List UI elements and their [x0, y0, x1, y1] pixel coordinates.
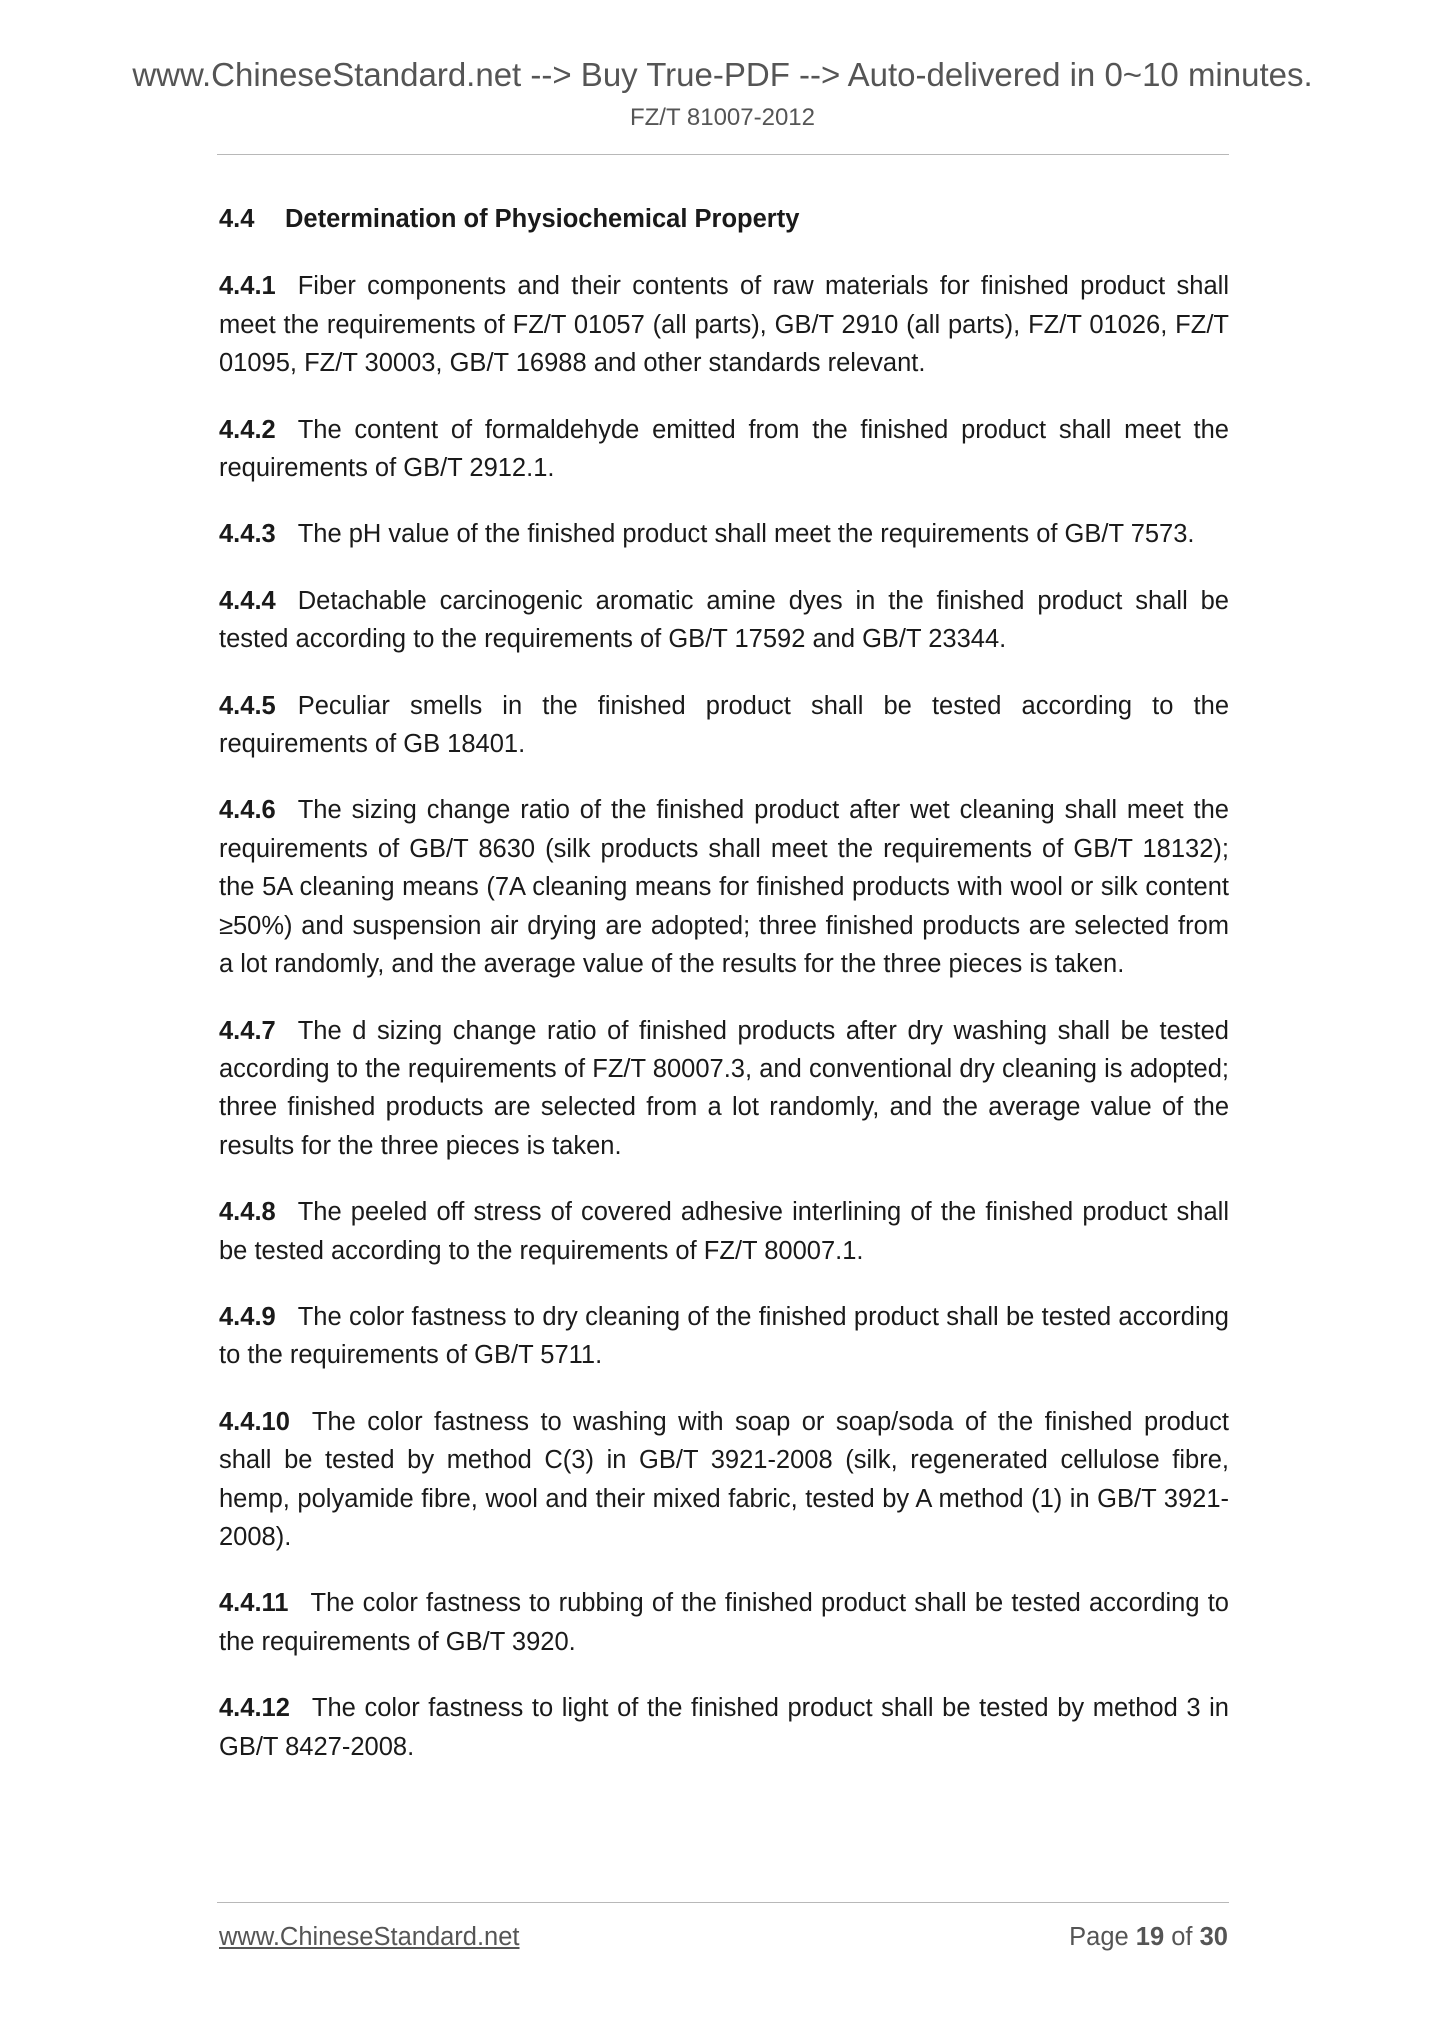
clause-4-4-2 — [219, 411, 1229, 488]
clause-number: 4.4.4 — [219, 586, 276, 615]
clause-4-4-12 — [219, 1689, 1229, 1766]
header-divider — [217, 154, 1229, 155]
clause-number: 4.4.2 — [219, 415, 276, 444]
clause-4-4-9 — [219, 1298, 1229, 1375]
page-of: of — [1171, 1923, 1193, 1951]
clause-text: The color fastness to washing with soap or soap/soda of the finished product shall be tested by method C(3) in GB/T 3921-2008 (silk, regenerated cellulose fibre, hemp, polyamide fibre, wool and their mixed fabric, tested by A method (1) in GB/T 3921-2008). — [219, 1407, 1229, 1551]
clause-number: 4.4.5 — [219, 691, 276, 720]
header-banner: www.ChineseStandard.net --> Buy True-PDF --> Auto-delivered in 0~10 minutes. — [132, 56, 1313, 93]
main-content — [219, 200, 1229, 1794]
clause-text: Detachable carcinogenic aromatic amine dyes in the finished product shall be tested according to the requirements of GB/T 17592 and GB/T 23344. — [219, 586, 1229, 654]
clause-number: 4.4.1 — [219, 272, 276, 301]
clause-number: 4.4.10 — [219, 1407, 290, 1436]
clause-number: 4.4.7 — [219, 1016, 276, 1045]
section-number: 4.4 — [219, 205, 255, 233]
clause-text: The d sizing change ratio of finished products after dry washing shall be tested according to the requirements of FZ/T 80007.3, and conventional dry cleaning is adopted; three finished products are selected from a lot randomly, and the average value of the results for the three pieces is taken. — [219, 1016, 1229, 1160]
clause-4-4-1 — [219, 267, 1229, 382]
clause-text: Fiber components and their contents of raw materials for finished product shall meet the requirements of FZ/T 01057 (all parts), GB/T 2910 (all parts), FZ/T 01026, FZ/T 01095, FZ/T 30003, GB/T 16988 and other standards relevant. — [219, 272, 1229, 378]
clause-4-4-6 — [219, 791, 1229, 983]
clause-text: The color fastness to rubbing of the finished product shall be tested according to the requirements of GB/T 3920. — [219, 1589, 1229, 1656]
clause-4-4-3 — [219, 515, 1229, 553]
page-total: 30 — [1199, 1923, 1228, 1951]
clause-number: 4.4.6 — [219, 796, 276, 825]
clause-text: The color fastness to light of the finished product shall be tested by method 3 in GB/T 8427-2008. — [219, 1694, 1229, 1761]
clause-4-4-5 — [219, 687, 1229, 764]
clause-number: 4.4.11 — [219, 1589, 289, 1618]
footer-website-link[interactable]: www.ChineseStandard.net — [219, 1923, 520, 1951]
document-code: FZ/T 81007-2012 — [629, 104, 815, 131]
clause-text: The pH value of the finished product shall meet the requirements of GB/T 7573. — [297, 520, 1195, 549]
page-current: 19 — [1135, 1923, 1165, 1951]
clause-number: 4.4.8 — [219, 1198, 276, 1227]
page-word: Page — [1069, 1923, 1129, 1951]
clause-text: The sizing change ratio of the finished product after wet cleaning shall meet the requirements of GB/T 8630 (silk products shall meet the requirements of GB/T 18132); the 5A cleaning means (7A cleaning means for finished products with wool or silk content ≥50%) and suspension air drying are adopted; three finished products are selected from a lot randomly, and the average value of the results for the three pieces is taken. — [219, 796, 1229, 979]
page-indicator — [1069, 1922, 1228, 1953]
section-heading — [219, 200, 1229, 238]
clause-4-4-10 — [219, 1403, 1229, 1557]
clause-4-4-8 — [219, 1193, 1229, 1270]
clause-4-4-11 — [219, 1584, 1229, 1661]
clause-text: The color fastness to dry cleaning of the finished product shall be tested according to the requirements of GB/T 5711. — [219, 1302, 1229, 1370]
section-title: Determination of Physiochemical Property — [285, 205, 800, 233]
clause-number: 4.4.3 — [219, 520, 276, 549]
clause-text: The content of formaldehyde emitted from the finished product shall meet the requirements of GB/T 2912.1. — [219, 415, 1229, 483]
footer-divider — [217, 1902, 1229, 1903]
clause-4-4-4 — [219, 582, 1229, 659]
clause-text: Peculiar smells in the finished product shall be tested according to the requirements of GB 18401. — [219, 691, 1229, 759]
clause-number: 4.4.9 — [219, 1302, 276, 1331]
clause-text: The peeled off stress of covered adhesive interlining of the finished product shall be tested according to the requirements of FZ/T 80007.1. — [219, 1198, 1229, 1265]
clause-4-4-7 — [219, 1012, 1229, 1166]
clause-number: 4.4.12 — [219, 1694, 290, 1723]
